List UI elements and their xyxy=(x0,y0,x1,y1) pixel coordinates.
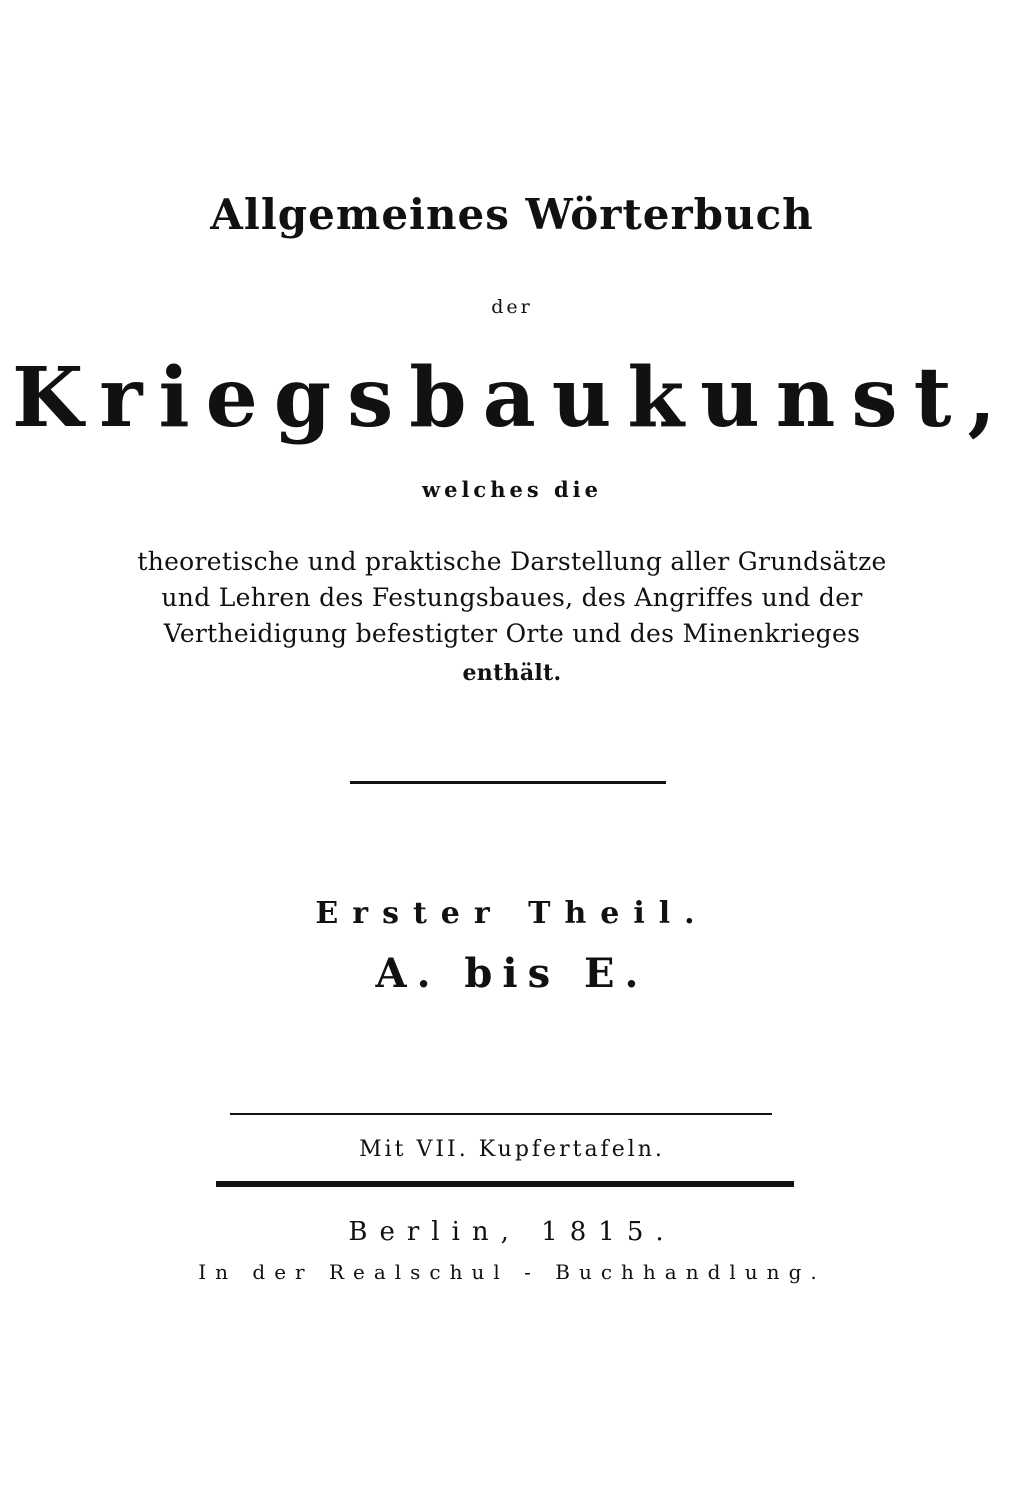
title-line-2: der xyxy=(491,296,533,318)
description-line-3: Vertheidigung befestigter Orte und des Minenkrieges xyxy=(163,619,861,648)
divider-rule-1 xyxy=(350,781,666,784)
part-label: Erster Theil. xyxy=(315,896,709,931)
letter-range: A. bis E. xyxy=(375,950,649,997)
divider-rule-2 xyxy=(230,1113,772,1115)
title-line-1: Allgemeines Wörterbuch xyxy=(210,190,814,239)
divider-rule-3 xyxy=(216,1181,794,1187)
place-year: Berlin, 1815. xyxy=(348,1217,676,1247)
plates-note: Mit VII. Kupfertafeln. xyxy=(359,1137,665,1162)
description-line-2: und Lehren des Festungsbaues, des Angriffes und der xyxy=(161,583,863,612)
publisher-line: In der Realschul - Buchhandlung. xyxy=(198,1260,826,1284)
description-line-4: enthält. xyxy=(462,660,562,686)
title-line-4: welches die xyxy=(422,477,602,502)
description-line-1: theoretische und praktische Darstellung aller Grundsätze xyxy=(137,547,887,576)
title-line-3: Kriegsbaukunst, xyxy=(11,350,1013,446)
